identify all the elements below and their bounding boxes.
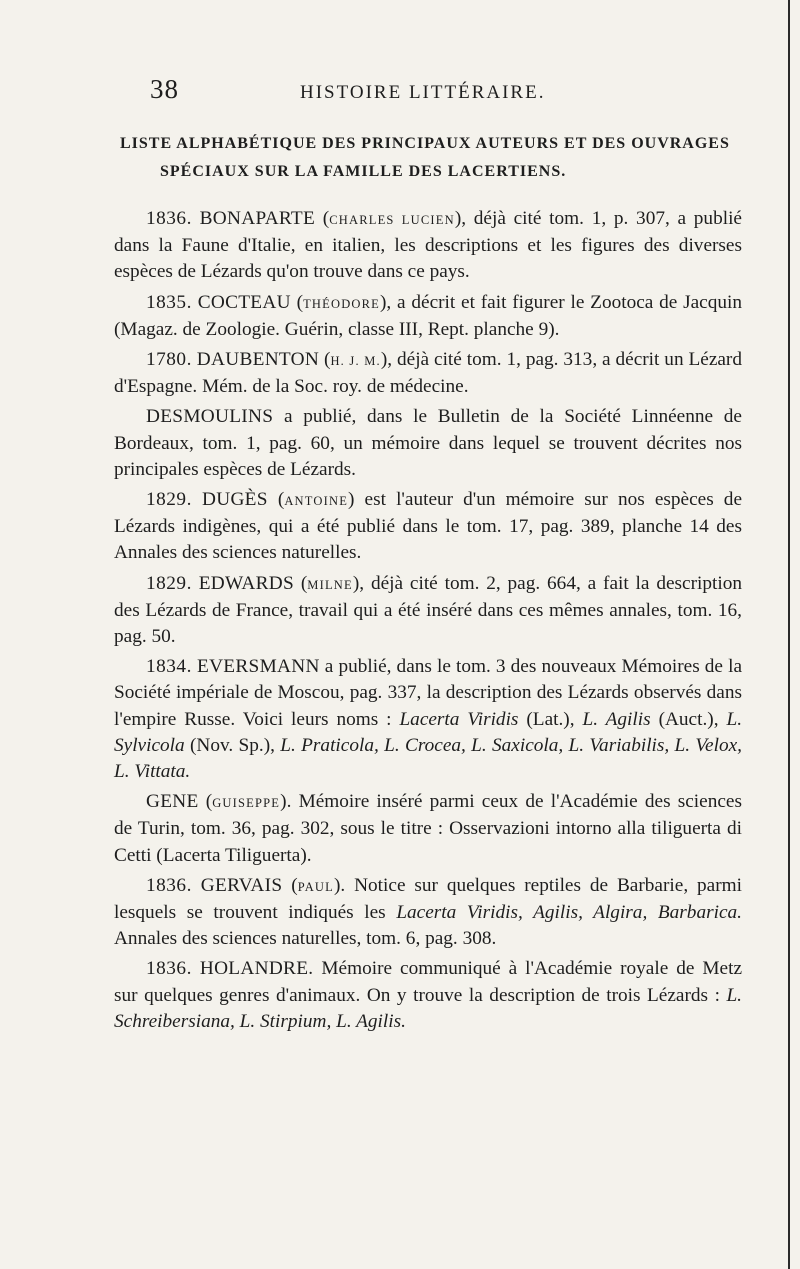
entry-text: ). Notice sur quelques reptiles de Barbarie, parmi lesquels se trouvent indiqués les [114, 874, 742, 924]
entry-text: (Nov. Sp.), [190, 734, 275, 756]
entry-text: ) est l'auteur d'un mémoire sur nos espèces de Lézards indigènes, qui a été publié dans le tom. 17, pag. 389, planche 14 des Annales des sciences naturelles. [114, 489, 743, 564]
species-name: L. Schreibersiana, L. Stirpium, L. Agilis. [114, 984, 742, 1032]
entry-duges: 1829. DUGÈS (ANTOINE) est l'auteur d'un mémoire sur nos espèces de Lézards indigènes, qui a été publié dans le tom. 17, pag. 389, planche 14 des Annales des sciences naturelles. [114, 489, 743, 564]
entry-gervais: 1836. GERVAIS (PAUL). Notice sur quelques reptiles de Barbarie, parmi lesquels se trouvent indiqués les Lacerta Viridis, Agilis, Algira, Barbarica. Annales des sciences naturelles, tom. 6, pag. 308. [114, 874, 742, 950]
author-name: DUGÈS [202, 489, 268, 511]
author-name: COCTEAU [197, 291, 291, 313]
entry-year: 1836. [146, 874, 192, 896]
author-name: BONAPARTE [199, 208, 316, 229]
entry-year: 1836. [146, 208, 192, 229]
species-name: L. Sylvicola [114, 708, 743, 756]
entry-year: 1829. [146, 572, 192, 594]
author-firstname: GUISEPPE [212, 796, 281, 811]
entry-text: a publié, dans le tom. 3 des nouveaux Mémoires de la Société impériale de Moscou, pag. 337, la description des Lézards observés dans l'empire Russe. Voici leurs noms : [114, 656, 743, 730]
author-name: EDWARDS [198, 572, 295, 594]
entry-gene: GENE (GUISEPPE). Mémoire inséré parmi ceux de l'Académie des sciences de Turin, tom. 36, pag. 302, sous le titre : Osservazioni intorno alla tiliguerta di Cetti (Lacerta Tiliguerta). [114, 791, 742, 866]
entry-text: ), a décrit et fait figurer le Zootoca de Jacquin (Magaz. de Zoologie. Guérin, classe III, Rept. planche 9). [114, 291, 743, 340]
entry-cocteau: 1835. COCTEAU (THÉODORE), a décrit et fait figurer le Zootoca de Jacquin (Magaz. de Zoologie. Guérin, classe III, Rept. planche 9). [114, 291, 743, 340]
entry-holandre [114, 956, 742, 1035]
author-firstname: ANTOINE [284, 494, 349, 509]
author-name: DESMOULINS [146, 406, 274, 428]
author-name: GENE [146, 791, 199, 813]
entry-text: ), déjà cité tom. 1, pag. 313, a décrit un Lézard d'Espagne. Mém. de la Soc. roy. de médecine. [114, 349, 742, 398]
entry-year: 1836. [146, 958, 192, 980]
entry-text: ). Mémoire inséré parmi ceux de l'Académie des sciences de Turin, tom. 36, pag. 302, sous le titre : Osservazioni intorno alla tiliguerta di Cetti (Lacerta Tiliguerta). [114, 791, 742, 866]
running-head: HISTOIRE LITTÉRAIRE. [300, 82, 546, 103]
entry-year: 1829. [146, 489, 192, 511]
author-name: GERVAIS [200, 874, 283, 896]
author-name: EVERSMANN [197, 656, 320, 678]
entry-text: a publié, dans le Bulletin de la Société Linnéenne de Bordeaux, tom. 1, pag. 60, un mémoire dans lequel se trouvent décrites nos principales espèces de Lézards. [114, 406, 742, 480]
species-name: Lacerta Viridis, Agilis, Algira, Barbarica. [396, 902, 742, 924]
author-firstname: H. J. M. [330, 354, 381, 369]
entry-text: ), déjà cité tom. 1, p. 307, a publié dans la Faune d'Italie, en italien, les descriptions et les figures des diverses espèces de Lézards qu'on trouve dans ce pays. [114, 208, 742, 283]
page-number: 38 [150, 74, 179, 104]
entry-daubenton: 1780. DAUBENTON (H. J. M.), déjà cité tom. 1, pag. 313, a décrit un Lézard d'Espagne. Mém. de la Soc. roy. de médecine. [114, 349, 742, 398]
entry-text: Mémoire communiqué à l'Académie royale de Metz sur quelques genres d'animaux. On y trouve la description de trois Lézards : [114, 958, 742, 1006]
entry-year: 1835. [146, 291, 192, 313]
entry-text: (Lat.), [526, 708, 575, 730]
entry-eversmann [114, 654, 742, 785]
author-firstname: CHARLES LUCIEN [329, 213, 455, 227]
entry-bonaparte: 1836. BONAPARTE (CHARLES LUCIEN), déjà cité tom. 1, p. 307, a publié dans la Faune d'Italie, en italien, les descriptions et les figures des diverses espèces de Lézards qu'on trouve dans ce pays. [114, 208, 742, 283]
entry-text: ), déjà cité tom. 2, pag. 664, a fait la description des Lézards de France, travail qui a été inséré dans ces mêmes annales, tom. 16, pag. 50. [114, 572, 742, 648]
entry-year: 1780. [146, 349, 192, 371]
author-firstname: MILNE [307, 577, 353, 592]
page-body [114, 130, 742, 1039]
species-name: Lacerta Viridis [399, 708, 519, 730]
section-title-line-1: LISTE ALPHABÉTIQUE DES PRINCIPAUX AUTEURS ET DES OUVRAGES [120, 135, 730, 152]
author-firstname: PAUL [297, 879, 334, 894]
author-firstname: THÉODORE [303, 296, 381, 311]
section-title [114, 130, 742, 186]
section-title-line-2: SPÉCIAUX SUR LA FAMILLE DES LACERTIENS. [160, 163, 567, 180]
species-name: L. Agilis [582, 708, 651, 730]
entry-text: (Auct.), [658, 708, 719, 730]
entry-desmoulins [114, 404, 742, 483]
author-name: DAUBENTON [196, 349, 320, 371]
page-edge-rule [788, 0, 790, 1269]
entry-edwards: 1829. EDWARDS (MILNE), déjà cité tom. 2, pag. 664, a fait la description des Lézards de France, travail qui a été inséré dans ces mêmes annales, tom. 16, pag. 50. [114, 572, 742, 648]
entry-text: Annales des sciences naturelles, tom. 6, pag. 308. [114, 928, 497, 950]
author-name: HOLANDRE. [199, 958, 314, 980]
species-name: L. Praticola, L. Crocea, L. Saxicola, L. Variabilis, L. Velox, L. Vittata. [114, 734, 742, 783]
entry-year: 1834. [146, 656, 192, 678]
